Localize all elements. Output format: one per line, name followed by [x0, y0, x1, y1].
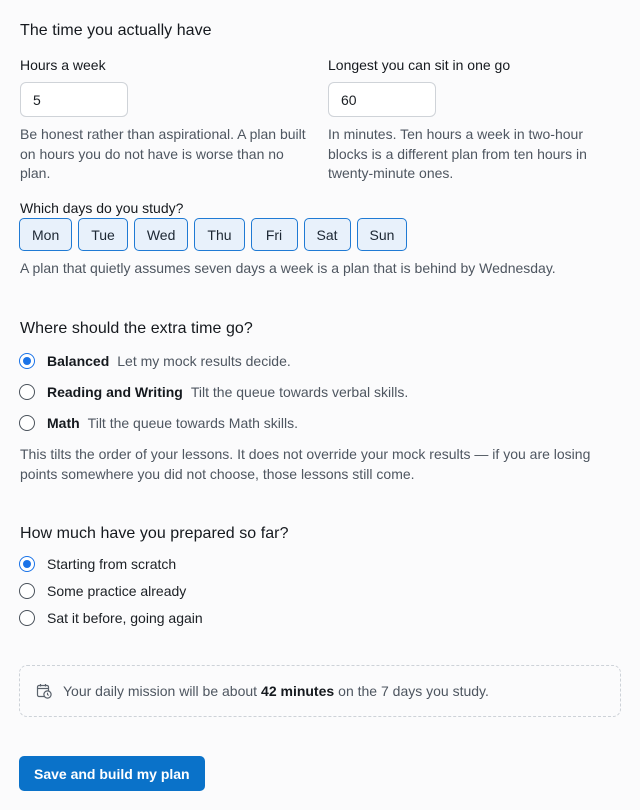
focus-option-math[interactable] — [19, 415, 298, 431]
save-and-build-button[interactable]: Save and build my plan — [19, 756, 205, 791]
radio-balanced[interactable] — [19, 353, 35, 369]
prep-option-label: Starting from scratch — [47, 556, 177, 572]
days-label: Which days do you study? — [20, 200, 184, 216]
mission-minutes: 42 minutes — [261, 683, 335, 699]
day-sat-toggle[interactable]: Sat — [304, 218, 351, 251]
prep-option-label: Sat it before, going again — [47, 610, 203, 626]
day-wed-toggle[interactable]: Wed — [134, 218, 189, 251]
time-section-title: The time you actually have — [20, 22, 212, 39]
sitting-input[interactable] — [328, 82, 436, 117]
sitting-help: In minutes. Ten hours a week in two-hour blocks is a different plan from ten hours in twenty-minute ones. — [328, 126, 587, 181]
mission-suffix: on the 7 days you study. — [338, 683, 489, 699]
prep-option-scratch[interactable] — [19, 556, 176, 572]
prep-section-title: How much have you prepared so far? — [20, 525, 289, 542]
focus-option-balanced[interactable] — [19, 353, 291, 369]
sitting-label: Longest you can sit in one go — [328, 57, 511, 73]
radio-reading-writing[interactable] — [19, 384, 35, 400]
hours-label: Hours a week — [20, 57, 106, 73]
days-help: A plan that quietly assumes seven days a week is a plan that is behind by Wednesday. — [20, 260, 556, 276]
prep-option-label: Some practice already — [47, 583, 187, 599]
day-fri-toggle[interactable]: Fri — [251, 218, 298, 251]
prep-option-some-practice[interactable] — [19, 583, 186, 599]
mission-prefix: Your daily mission will be about — [63, 683, 258, 699]
focus-help: This tilts the order of your lessons. It does not override your mock results — if you are losing points somewhere you did not choose, those lessons still come. — [20, 446, 591, 482]
hours-help: Be honest rather than aspirational. A plan built on hours you do not have is worse than no plan. — [20, 126, 306, 181]
sitting-field — [328, 56, 618, 184]
focus-option-desc: Let my mock results decide. — [117, 353, 291, 369]
days-toggle-group — [19, 218, 407, 251]
focus-option-reading-writing[interactable] — [19, 384, 408, 400]
radio-sat-before[interactable] — [19, 610, 35, 626]
hours-field — [20, 56, 310, 184]
day-mon-toggle[interactable]: Mon — [19, 218, 72, 251]
focus-option-title: Math — [47, 415, 80, 431]
focus-option-desc: Tilt the queue towards Math skills. — [87, 415, 299, 431]
focus-option-title: Balanced — [47, 353, 110, 369]
calendar-clock-icon — [36, 683, 52, 699]
focus-section-title: Where should the extra time go? — [20, 320, 253, 337]
day-thu-toggle[interactable]: Thu — [194, 218, 244, 251]
focus-option-title: Reading and Writing — [47, 384, 183, 400]
daily-mission-summary — [19, 665, 621, 717]
hours-input[interactable] — [20, 82, 128, 117]
prep-option-sat-before[interactable] — [19, 610, 203, 626]
radio-scratch[interactable] — [19, 556, 35, 572]
day-tue-toggle[interactable]: Tue — [78, 218, 128, 251]
focus-option-desc: Tilt the queue towards verbal skills. — [190, 384, 409, 400]
radio-some-practice[interactable] — [19, 583, 35, 599]
radio-math[interactable] — [19, 415, 35, 431]
day-sun-toggle[interactable]: Sun — [357, 218, 408, 251]
